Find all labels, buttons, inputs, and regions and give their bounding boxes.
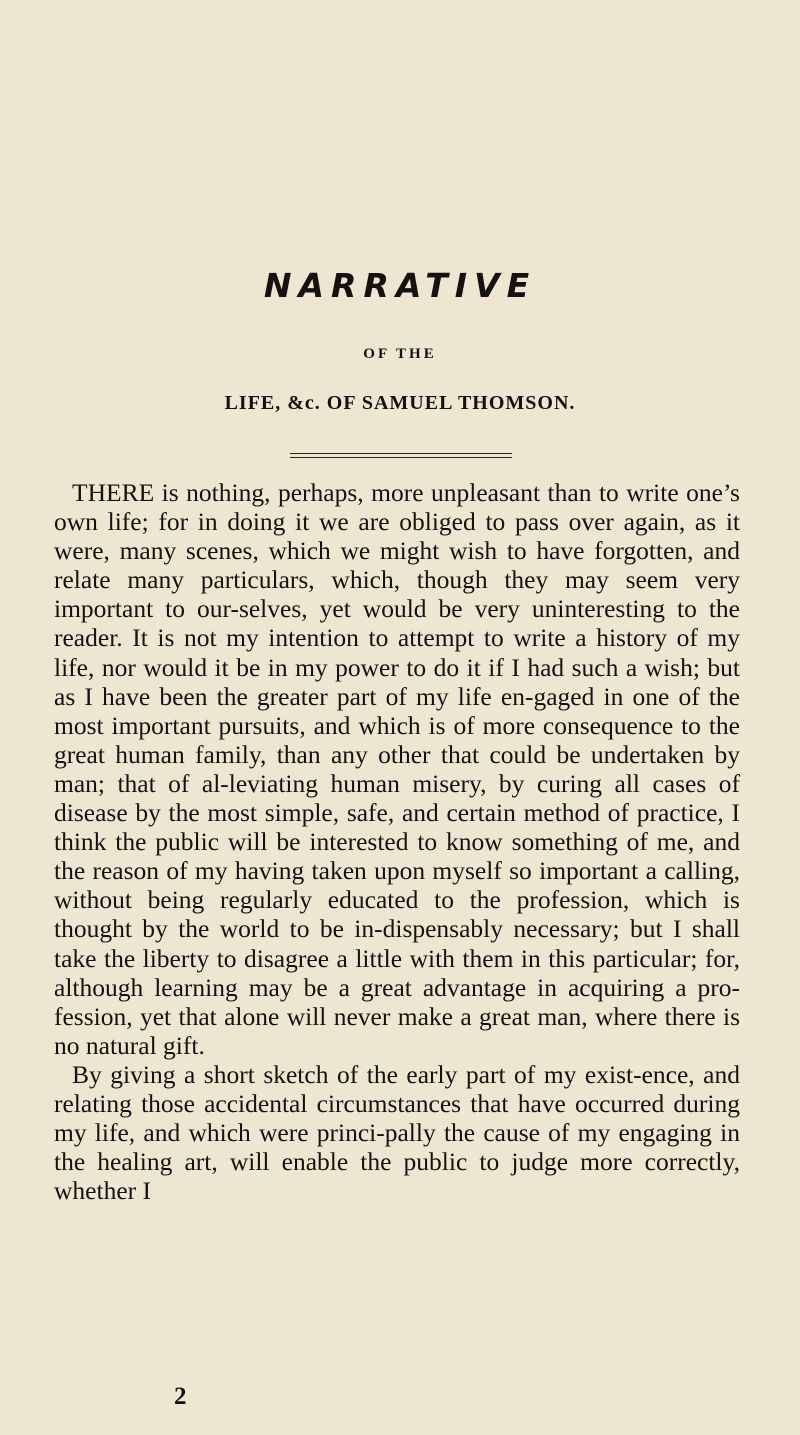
title-connector: OF THE xyxy=(363,346,437,362)
paragraph-2: By giving a short sketch of the early part of my exist-ence, and relating those accidental circumstances that have occurred during my life, and which were princi-pally the cause of my engaging in the healing art, will enable the public to judge more correctly, whether I xyxy=(54,1059,740,1206)
page-title: NARRATIVE xyxy=(263,266,537,305)
divider-line-bottom xyxy=(290,457,512,458)
section-divider xyxy=(290,453,512,458)
paragraph-1: THERE is nothing, perhaps, more unpleasant than to write one’s own life; for in doing it we are obliged to pass over again, as it were, many scenes, which we might wish to have forgotten, and relate many particulars, which, though they may seem very important to our-selves, yet would be very uninteresting to the reader. It is not my intention to attempt to write a history of my life, nor would it be in my power to do it if I had such a wish; but as I have been the greater part of my life en-gaged in one of the most important pursuits, and which is of more consequence to the great human family, than any other that could be undertaken by man; that of al-leviating human misery, by curing all cases of disease by the most simple, safe, and certain method of practice, I think the public will be interested to know something of me, and the reason of my having taken upon myself so important a calling, without being regularly educated to the profession, which is thought by the world to be in-dispensably necessary; but I shall take the liberty to disagree a little with them in this particular; for, although learning may be a great advantage in acquiring a pro-fession, yet that alone will never make a great man, where there is no natural gift. xyxy=(54,478,740,1060)
signature-mark: 2 xyxy=(174,1383,187,1410)
body-text xyxy=(54,478,740,1205)
page-subtitle: LIFE, &c. OF SAMUEL THOMSON. xyxy=(224,392,576,414)
divider-line-top xyxy=(290,453,512,454)
